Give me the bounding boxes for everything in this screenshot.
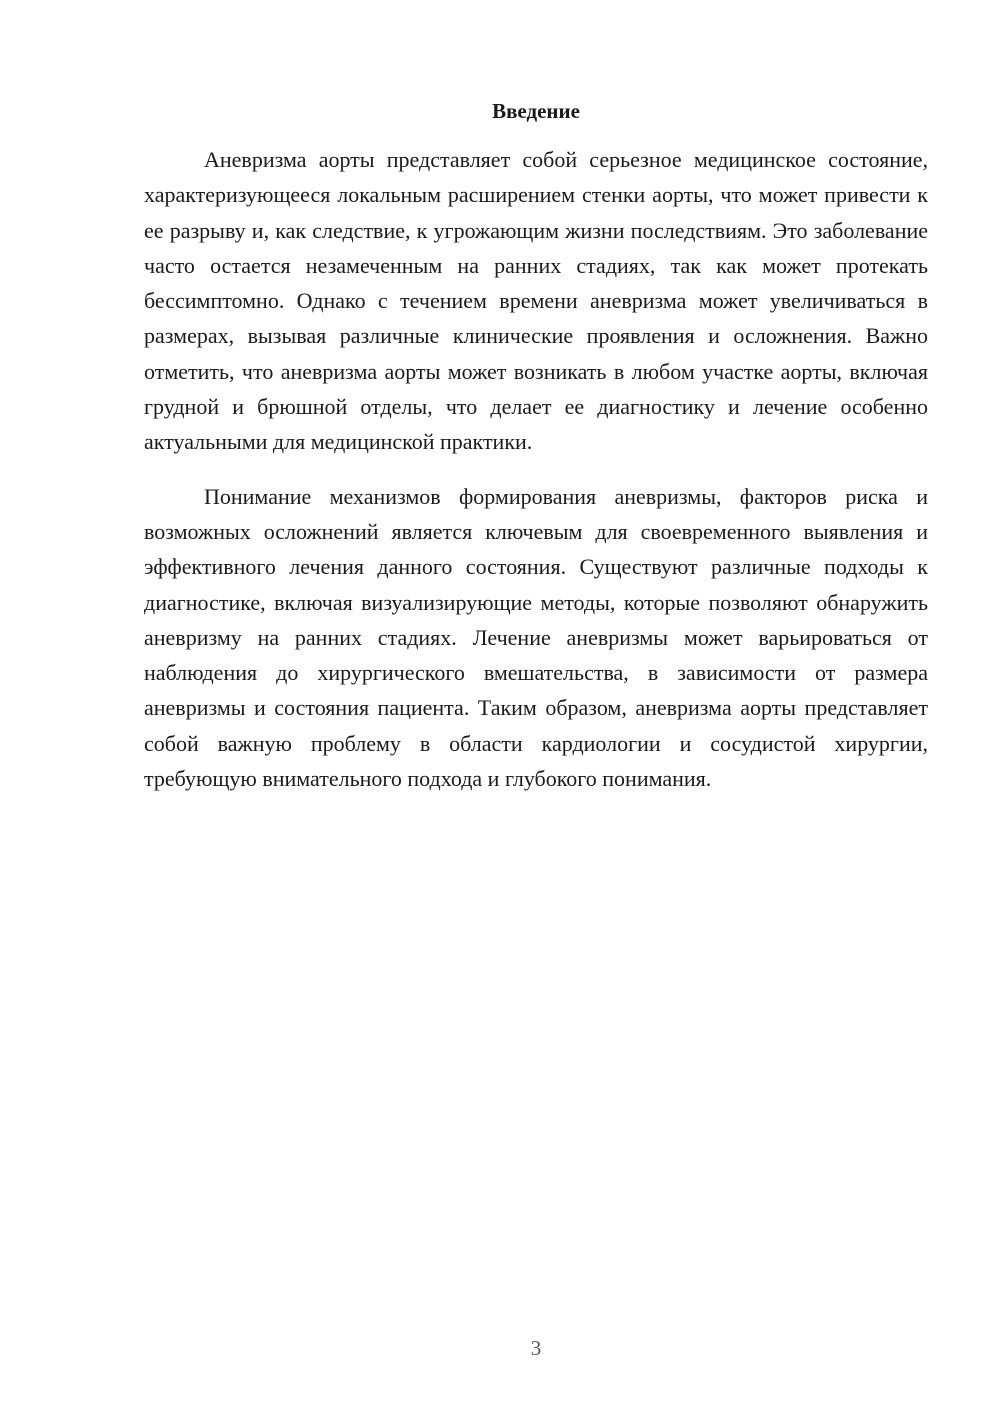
section-heading: Введение xyxy=(492,99,580,123)
page-number: 3 xyxy=(530,1336,542,1360)
body-text xyxy=(144,142,928,796)
paragraph-2: Понимание механизмов формирования аневризмы, факторов риска и возможных осложнений является ключевым для своевременного выявления и эффективного лечения данного состояния. Существуют различные подходы к диагностике, включая визуализирующие методы, которые позволяют обнаружить аневризму на ранних стадиях. Лечение аневризмы может варьироваться от наблюдения до хирургического вмешательства, в зависимости от размера аневризмы и состояния пациента. Таким образом, аневризма аорты представляет собой важную проблему в области кардиологии и сосудистой хирургии, требующую внимательного подхода и глубокого понимания. xyxy=(144,483,928,792)
paragraph-1: Аневризма аорты представляет собой серьезное медицинское состояние, характеризующееся локальным расширением стенки аорты, что может привести к ее разрыву и, как следствие, к угрожающим жизни последствиям. Это заболевание часто остается незамеченным на ранних стадиях, так как может протекать бессимптомно. Однако с течением времени аневризма может увеличиваться в размерах, вызывая различные клинические проявления и осложнения. Важно отметить, что аневризма аорты может возникать в любом участке аорты, включая грудной и брюшной отделы, что делает ее диагностику и лечение особенно актуальными для медицинской практики. xyxy=(144,147,928,455)
